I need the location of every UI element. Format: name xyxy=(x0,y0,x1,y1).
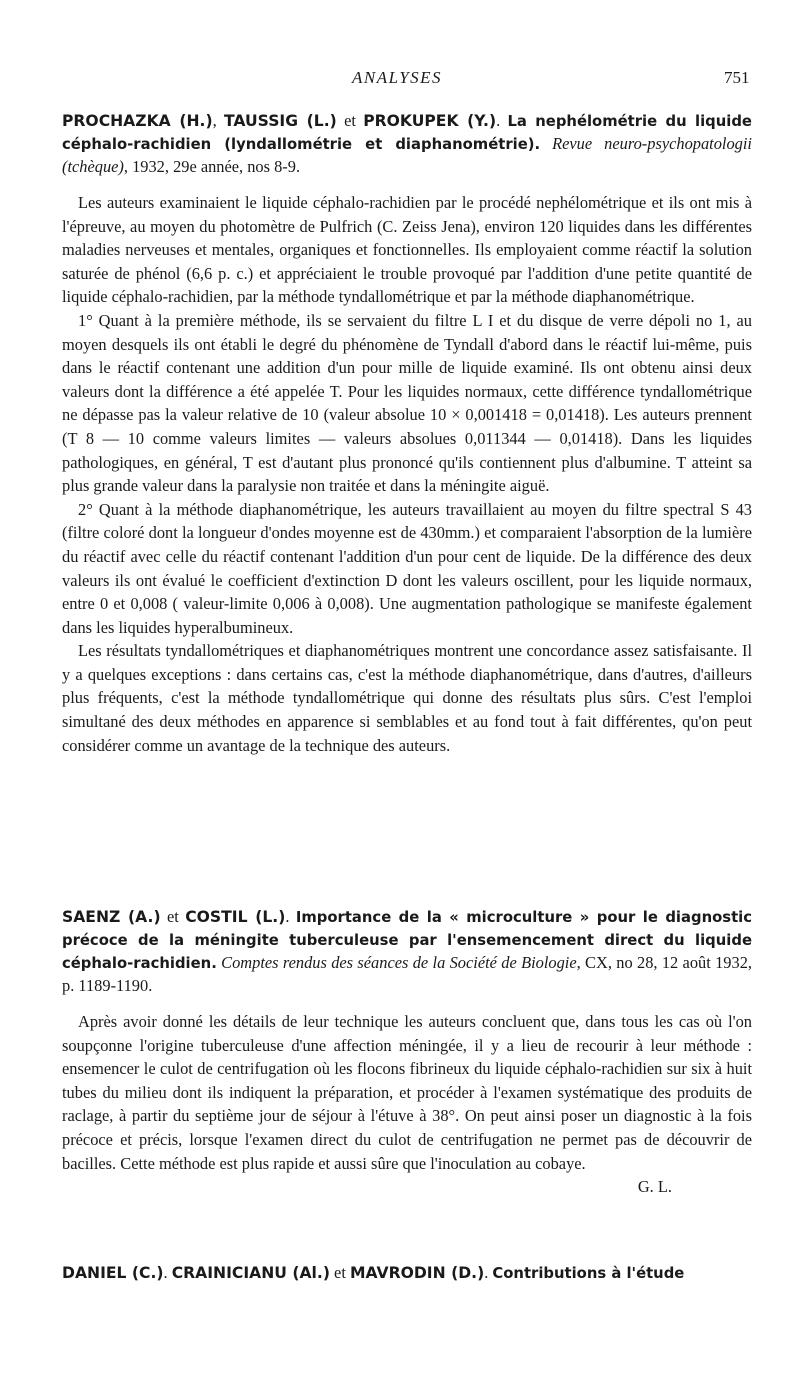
author-separator: et xyxy=(336,111,364,130)
author-name: MAVRODIN (D.) xyxy=(349,1264,485,1282)
article-daniel xyxy=(62,1262,752,1285)
author-separator: et xyxy=(160,907,186,926)
running-head: ANALYSES xyxy=(352,68,443,87)
article-heading xyxy=(62,906,752,997)
author-name: COSTIL (L.) xyxy=(185,908,286,926)
citation-details: , CX, no 28, 12 août 1932, p. 1189-1190. xyxy=(62,953,752,995)
author-name: CRAINICIANU (Al.) xyxy=(171,1264,330,1282)
article-title: La nephélométrie du liquide céphalo-rachidien (lyndallométrie et diaphanométrie). xyxy=(62,113,752,153)
author-name: TAUSSIG (L.) xyxy=(223,112,337,130)
journal-name: Comptes rendus des séances de la Société de Biologie xyxy=(221,953,577,972)
page-number: 751 xyxy=(724,68,750,87)
author-name: SAENZ (A.) xyxy=(62,908,161,926)
author-separator: et xyxy=(329,1263,350,1282)
paragraph: Les auteurs examinaient le liquide céphalo-rachidien par le procédé nephélométrique et ils ont mis à l'épreuve, au moyen du photomètre de Pulfrich (C. Zeiss Jena), environ 120 liquides dans les différentes maladies nerveuses et mentales, organiques et fonctionnelles. Ils employaient comme réactif la solution saturée de phénol (6,6 p. c.) et appréciaient le trouble provoqué par l'addition d'une petite quantité de liquide céphalo-rachidien, par la méthode tyndallométrique et par la méthode diaphanométrique. xyxy=(62,193,752,307)
author-separator: . xyxy=(484,1263,493,1282)
author-name: PROKUPEK (Y.) xyxy=(363,112,497,130)
author-separator: , xyxy=(212,111,224,130)
article-prochazka xyxy=(62,110,752,757)
article-title: Importance de la « microculture » pour le diagnostic précoce de la méningite tuberculeuse par l'ensemencement direct du liquide céphalo-rachidien. xyxy=(62,909,753,972)
author-name: DANIEL (C.) xyxy=(62,1264,164,1282)
paragraph: Les résultats tyndallométriques et diaphanométriques montrent une concordance assez satisfaisante. Il y a quelques exceptions : dans certains cas, c'est la méthode diaphanométrique, dans d'autres, d'ailleurs plus fréquents, c'est la méthode tyndallométrique qui donne des résultats plus sûrs. C'est l'emploi simultané des deux méthodes en apparence si semblables et au fond tout à fait différentes, qu'on peut considérer comme un avantage de la technique des auteurs. xyxy=(62,641,752,755)
article-heading xyxy=(62,1262,752,1285)
journal-name: Revue neuro-psychopatologii (tchèque) xyxy=(62,134,752,176)
author-separator: . xyxy=(163,1263,172,1282)
paragraph: 2° Quant à la méthode diaphanométrique, les auteurs travaillaient au moyen du filtre spectral S 43 (filtre coloré dont la longueur d'ondes moyenne est de 430mm.) et comparaient l'absorption de la lumière du réactif avec celle du réactif contenant l'addition d'un pour cent de liquide. De la différence des deux valeurs ils ont évalué le coefficient d'extinction D dont les valeurs oscillent, pour les liquide normaux, entre 0 et 0,008 ( valeur-limite 0,006 à 0,008). Une augmentation pathologique se manifeste également dans les liquides hyperalbumineux. xyxy=(62,499,752,637)
article-heading xyxy=(62,110,752,178)
author-name: PROCHAZKA (H.) xyxy=(62,112,213,130)
article-saenz xyxy=(62,906,752,1199)
reviewer-signature: G. L. xyxy=(637,1177,672,1197)
paragraph: Après avoir donné les détails de leur technique les auteurs concluent que, dans tous les cas où l'on soupçonne l'origine tuberculeuse d'une affection méningée, il y a lieu de recourir à leur méthode : ensemencer le culot de centrifugation où les flocons fibrineux du liquide céphalo-rachidien sur six à huit tubes du milieu dont ils indiquent la préparation, et procéder à l'examen systématique des produits de raclage, à partir du septième jour de séjour à l'étuve à 38°. On peut ainsi poser un diagnostic à la fois précoce et précis, lorsque l'examen direct du culot de centrifugation ne permet pas de découvrir de bacilles. Cette méthode est plus rapide et aussi sûre que l'inoculation au cobaye. xyxy=(62,1012,752,1173)
citation-details: , 1932, 29e année, nos 8-9. xyxy=(123,157,301,176)
author-separator: . xyxy=(285,907,296,926)
author-separator: . xyxy=(496,111,508,130)
paragraph: 1° Quant à la première méthode, ils se servaient du filtre L I et du disque de verre dépoli no 1, au moyen desquels ils ont établi le degré du phénomène de Tyndall d'abord dans le réactif lui-même, puis dans le réactif contenant une addition d'un pour mille de liquide examiné. Ils ont obtenu ainsi deux valeurs dont la différence a été appelée T. Pour les liquides normaux, cette différence tyndallométrique ne dépasse pas la valeur relative de 10 (valeur absolue 10 × 0,001418 = 0,01418). Les auteurs prennent (T 8 — 10 comme valeurs limites — valeurs absolues 0,011344 — 0,01418). Dans les liquides pathologiques, en général, T est d'autant plus prononcé qu'ils contiennent plus d'albumine. T atteint sa plus grande valeur dans la paralysie non traitée et dans la méningite aiguë. xyxy=(62,310,752,496)
article-title: Contributions à l'étude xyxy=(492,1265,685,1282)
